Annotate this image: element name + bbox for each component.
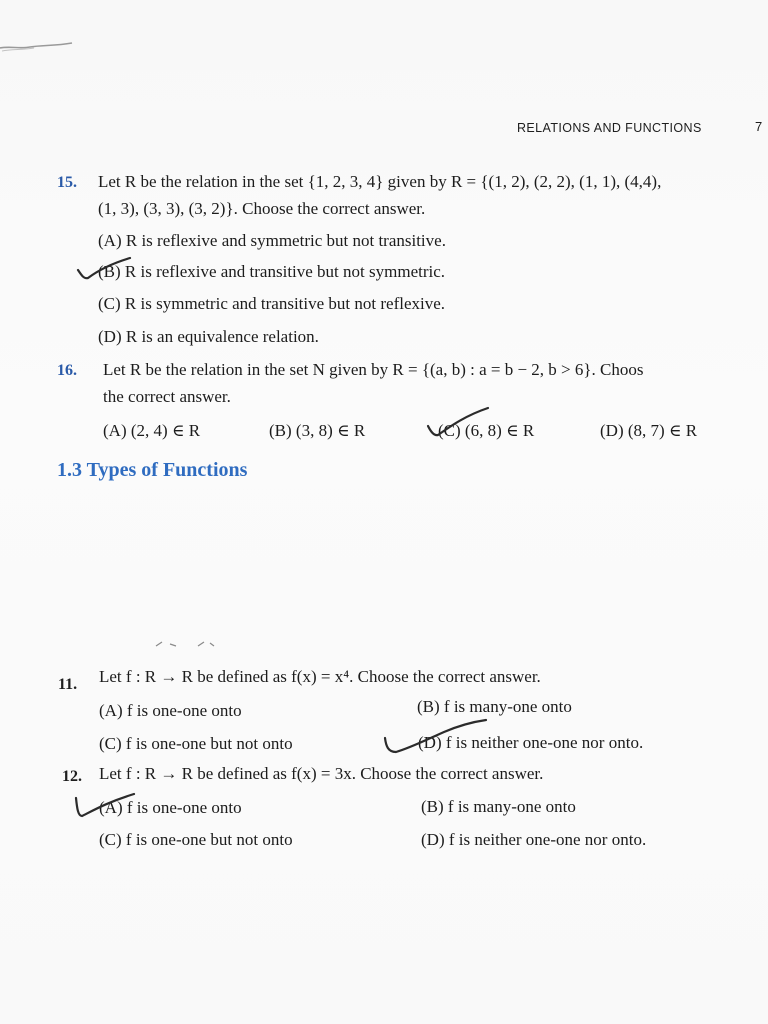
option-label: (A) [103, 421, 127, 440]
q11-stem: Let f : R → R be defined as f(x) = x⁴. Choose the correct answer. [99, 667, 541, 686]
option-text: R is an equivalence relation. [125, 327, 319, 346]
q15-stem-line2: (1, 3), (3, 3), (3, 2)}. Choose the correct answer. [98, 199, 426, 218]
q11-option-a [99, 701, 242, 721]
q12-number-row [62, 766, 82, 787]
q16-number-row [57, 360, 77, 381]
option-text: (6, 8) ∈ R [464, 421, 535, 440]
q11-d-tick-mark [382, 716, 492, 758]
q12-option-c [99, 830, 293, 850]
q15-option-b [98, 262, 445, 282]
option-text: R is reflexive and symmetric but not transitive. [125, 231, 446, 250]
option-label: (A) [98, 231, 122, 250]
option-text: f is neither one-one nor onto. [445, 733, 644, 752]
q15-b-tick-mark [74, 256, 144, 286]
option-label: (A) [99, 798, 123, 817]
q11-number-row [58, 674, 77, 695]
option-label: (C) [99, 734, 122, 753]
q12-option-b [421, 797, 576, 817]
option-text: f is many-one onto [447, 797, 576, 816]
option-label: (D) [600, 421, 624, 440]
option-label: (C) [99, 830, 122, 849]
ink-smudge-mark [0, 36, 80, 56]
option-text: f is one-one onto [126, 701, 242, 720]
bleed-through-fragment [152, 640, 222, 650]
option-label: (B) [98, 262, 121, 281]
q16-stem-line2: the correct answer. [103, 387, 231, 406]
option-text: (2, 4) ∈ R [130, 421, 201, 440]
option-text: R is reflexive and transitive but not symmetric. [124, 262, 446, 281]
option-label: (D) [98, 327, 122, 346]
q15-option-a [98, 231, 446, 251]
option-label: (C) [438, 421, 461, 440]
option-label: (B) [417, 697, 440, 716]
option-text: f is one-one onto [126, 798, 242, 817]
question-number: 12. [62, 768, 82, 785]
option-label: (D) [418, 733, 442, 752]
q12-option-d [421, 830, 646, 850]
q16-c-tick-mark [424, 404, 496, 440]
option-label: (B) [421, 797, 444, 816]
option-text: (3, 8) ∈ R [295, 421, 366, 440]
option-label: (D) [421, 830, 445, 849]
q11-option-c [99, 734, 293, 754]
option-text: f is neither one-one nor onto. [448, 830, 647, 849]
option-text: (8, 7) ∈ R [627, 421, 698, 440]
q11-option-b [417, 697, 572, 717]
page-number: 7 [755, 119, 763, 134]
q12-a-tick-mark [72, 788, 152, 824]
section-heading: 1.3 Types of Functions [57, 459, 248, 481]
q15-number-row [57, 172, 77, 193]
q12-stem: Let f : R → R be defined as f(x) = 3x. Choose the correct answer. [99, 764, 544, 783]
q15-option-d [98, 327, 319, 347]
option-text: f is many-one onto [443, 697, 572, 716]
q16-option-a [103, 421, 200, 441]
question-number: 11. [58, 676, 78, 693]
question-number: 15. [57, 174, 77, 191]
option-label: (B) [269, 421, 292, 440]
question-number: 16. [57, 362, 77, 379]
q16-stem-line1: Let R be the relation in the set N given by R = {(a, b) : a = b − 2, b > 6}. Choos [103, 360, 644, 379]
running-head: RELATIONS AND FUNCTIONS [517, 121, 702, 135]
option-text: f is one-one but not onto [125, 734, 293, 753]
q16-option-b [269, 421, 365, 441]
q15-option-c [98, 294, 445, 314]
option-text: R is symmetric and transitive but not reflexive. [124, 294, 446, 313]
q15-stem-line1: Let R be the relation in the set {1, 2, 3, 4} given by R = {(1, 2), (2, 2), (1, 1), (4,4), [98, 172, 662, 191]
q16-option-d [600, 421, 697, 441]
option-label: (A) [99, 701, 123, 720]
option-text: f is one-one but not onto [125, 830, 293, 849]
option-label: (C) [98, 294, 121, 313]
